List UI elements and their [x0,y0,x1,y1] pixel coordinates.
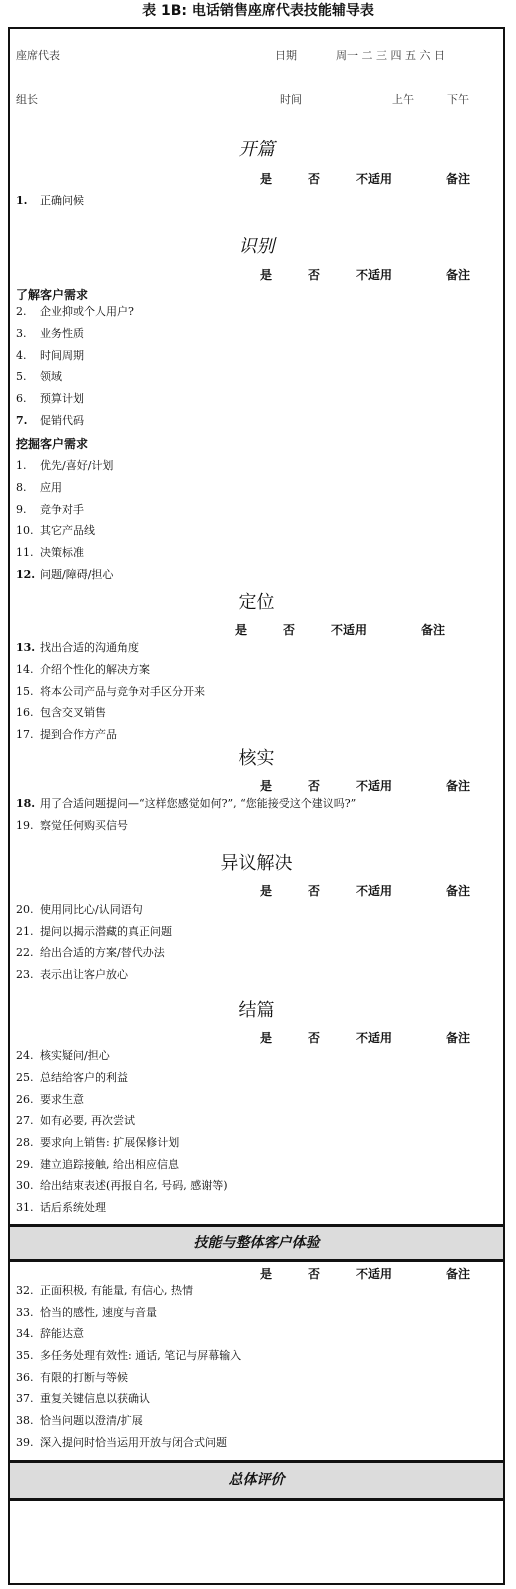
item-text: 核实疑问/担心 [40,1049,110,1062]
item-number: 3. [16,327,27,340]
item-number: 12. [16,568,36,581]
item-text: 提到合作方产品 [40,728,117,741]
item-text: 话后系统处理 [40,1201,106,1214]
item-text: 要求向上销售: 扩展保修计划 [40,1136,180,1149]
checklist-item [16,1347,241,1365]
item-number: 1. [16,459,27,472]
time-label: 时间 [280,93,302,106]
checklist-item [16,368,62,386]
checklist-item [16,412,84,430]
checklist-item [16,1325,84,1343]
column-header-note: 备注 [446,779,471,793]
item-text: 企业抑或个人用户? [40,305,134,318]
item-text: 正面积极, 有能量, 有信心, 热情 [40,1284,193,1297]
item-number: 10. [16,524,34,537]
item-text: 正确问候 [40,194,84,207]
item-number: 14. [16,663,34,676]
item-text: 提问以揭示潜藏的真正问题 [40,925,172,938]
column-header-yes: 是 [260,268,273,282]
item-number: 20. [16,903,34,916]
column-header-na: 不适用 [356,172,393,186]
checklist-item [16,479,62,497]
agent-label: 座席代表 [16,49,60,62]
item-text: 预算计划 [40,392,84,405]
checklist-item [16,661,150,679]
item-text: 包含交叉销售 [40,706,106,719]
column-header-note: 备注 [446,1031,471,1045]
checklist-item [16,1069,128,1087]
section-opening: 开篇 [238,139,275,160]
checklist-item [16,683,205,701]
checklist-item [16,901,143,919]
date-label: 日期 [275,49,297,62]
checklist-item [16,795,356,813]
item-text: 辞能达意 [40,1327,84,1340]
checklist-item [16,566,113,584]
column-header-na: 不适用 [356,779,393,793]
item-number: 17. [16,728,34,741]
section-position: 定位 [238,592,275,613]
checklist-item [16,639,139,657]
checklist-item [16,1047,110,1065]
checklist-item [16,944,165,962]
item-number: 34. [16,1327,34,1340]
item-text: 恰当问题以澄清/扩展 [40,1414,143,1427]
column-header-note: 备注 [446,268,471,282]
item-number: 24. [16,1049,34,1062]
checklist-item [16,325,84,343]
checklist-item [16,1091,84,1109]
column-header-no: 否 [308,172,321,186]
column-header-no: 否 [308,268,321,282]
checklist-item [16,544,84,562]
am-option: 上午 [392,93,414,106]
item-number: 13. [16,641,36,654]
checklist-item [16,1134,179,1152]
checklist-item [16,347,84,365]
item-number: 35. [16,1349,34,1362]
column-header-yes: 是 [260,779,273,793]
item-text: 多任务处理有效性: 通话, 笔记与屏幕输入 [40,1349,242,1362]
checklist-item [16,817,128,835]
checklist-item [16,390,84,408]
item-text: 总结给客户的利益 [40,1071,128,1084]
item-text: 有限的打断与等候 [40,1371,128,1384]
item-number: 29. [16,1158,34,1171]
item-number: 25. [16,1071,34,1084]
item-text: 恰当的感性, 速度与音量 [40,1306,157,1319]
column-header-yes: 是 [260,1031,273,1045]
item-text: 找出合适的沟通角度 [40,641,139,654]
section-closing: 结篇 [238,1000,275,1021]
checklist-item [16,1199,106,1217]
item-number: 1. [16,194,28,207]
subhead-understand-needs: 了解客户需求 [16,288,89,302]
checklist-item [16,966,128,984]
item-text: 重复关键信息以获确认 [40,1392,150,1405]
item-text: 深入提问时恰当运用开放与闭合式问题 [40,1436,227,1449]
column-header-no: 否 [308,779,321,793]
item-text: 将本公司产品与竞争对手区分开来 [40,685,205,698]
leader-label: 组长 [16,93,38,106]
column-header-yes: 是 [260,884,273,898]
checklist-item [16,501,84,519]
item-text: 决策标准 [40,546,84,559]
column-header-no: 否 [308,1267,321,1281]
checklist-item [16,923,172,941]
column-header-note: 备注 [446,1267,471,1281]
item-text: 时间周期 [40,349,84,362]
column-header-na: 不适用 [356,1267,393,1281]
checklist-item [16,1304,157,1322]
column-header-note: 备注 [446,884,471,898]
item-text: 建立追踪接触, 给出相应信息 [40,1158,179,1171]
item-text: 问题/障碍/担心 [40,568,114,581]
item-number: 4. [16,349,27,362]
column-header-note: 备注 [446,172,471,186]
band-skills: 技能与整体客户体验 [10,1224,503,1262]
item-number: 37. [16,1392,34,1405]
item-text: 表示出让客户放心 [40,968,128,981]
item-number: 18. [16,797,36,810]
item-number: 16. [16,706,34,719]
checklist-item [16,1412,143,1430]
item-text: 介绍个性化的解决方案 [40,663,150,676]
checklist-item [16,303,134,321]
item-text: 给出结束表述(再报自名, 号码, 感谢等) [40,1179,228,1192]
section-objection: 异议解决 [220,853,293,874]
column-header-yes: 是 [260,1267,273,1281]
column-header-yes: 是 [235,623,248,637]
column-header-na: 不适用 [356,268,393,282]
item-text: 竞争对手 [40,503,84,516]
item-number: 32. [16,1284,34,1297]
item-text: 使用同比心/认同语句 [40,903,143,916]
item-number: 9. [16,503,27,516]
item-text: 优先/喜好/计划 [40,459,114,472]
item-number: 15. [16,685,34,698]
item-number: 39. [16,1436,34,1449]
checklist-item [16,1434,227,1452]
item-number: 23. [16,968,34,981]
item-number: 11. [16,546,34,559]
item-text: 其它产品线 [40,524,95,537]
item-number: 30. [16,1179,34,1192]
item-text: 促销代码 [40,414,84,427]
item-number: 38. [16,1414,34,1427]
coaching-form [8,27,505,1585]
column-header-na: 不适用 [356,1031,393,1045]
item-text: 给出合适的方案/替代办法 [40,946,165,959]
item-number: 36. [16,1371,34,1384]
subhead-explore-needs: 挖掘客户需求 [16,437,89,451]
page-title: 表 1B: 电话销售座席代表技能辅导表 [142,3,374,19]
column-header-yes: 是 [260,172,273,186]
checklist-item [16,1156,179,1174]
column-header-no: 否 [308,884,321,898]
item-text: 业务性质 [40,327,84,340]
pm-option: 下午 [447,93,469,106]
item-number: 33. [16,1306,34,1319]
checklist-item [16,1369,128,1387]
item-text: 察觉任何购买信号 [40,819,128,832]
checklist-item [16,1282,193,1300]
item-number: 2. [16,305,27,318]
item-number: 6. [16,392,27,405]
checklist-item [16,1177,228,1195]
column-header-no: 否 [308,1031,321,1045]
item-number: 31. [16,1201,34,1214]
item-number: 5. [16,370,27,383]
item-number: 27. [16,1114,34,1127]
item-number: 21. [16,925,34,938]
checklist-item [16,457,113,475]
column-header-na: 不适用 [331,623,368,637]
checklist-item [16,192,84,210]
checklist-item [16,1390,150,1408]
section-verify: 核实 [238,748,275,769]
checklist-item [16,1112,135,1130]
item-number: 22. [16,946,34,959]
checklist-item [16,522,95,540]
section-identify: 识别 [238,236,275,257]
item-number: 7. [16,414,28,427]
item-text: 应用 [40,481,62,494]
column-header-na: 不适用 [356,884,393,898]
item-number: 19. [16,819,34,832]
item-number: 28. [16,1136,34,1149]
item-number: 26. [16,1093,34,1106]
checklist-item [16,726,117,744]
column-header-no: 否 [283,623,296,637]
item-text: 如有必要, 再次尝试 [40,1114,135,1127]
item-text: 要求生意 [40,1093,84,1106]
weekday-options: 周一 二 三 四 五 六 日 [336,49,445,62]
column-header-note: 备注 [421,623,446,637]
checklist-item [16,704,106,722]
item-text: 领域 [40,370,62,383]
band-overall: 总体评价 [10,1460,503,1501]
item-text: 用了合适问题提问—“这样您感觉如何?”, “您能接受这个建议吗?” [40,797,357,810]
item-number: 8. [16,481,27,494]
